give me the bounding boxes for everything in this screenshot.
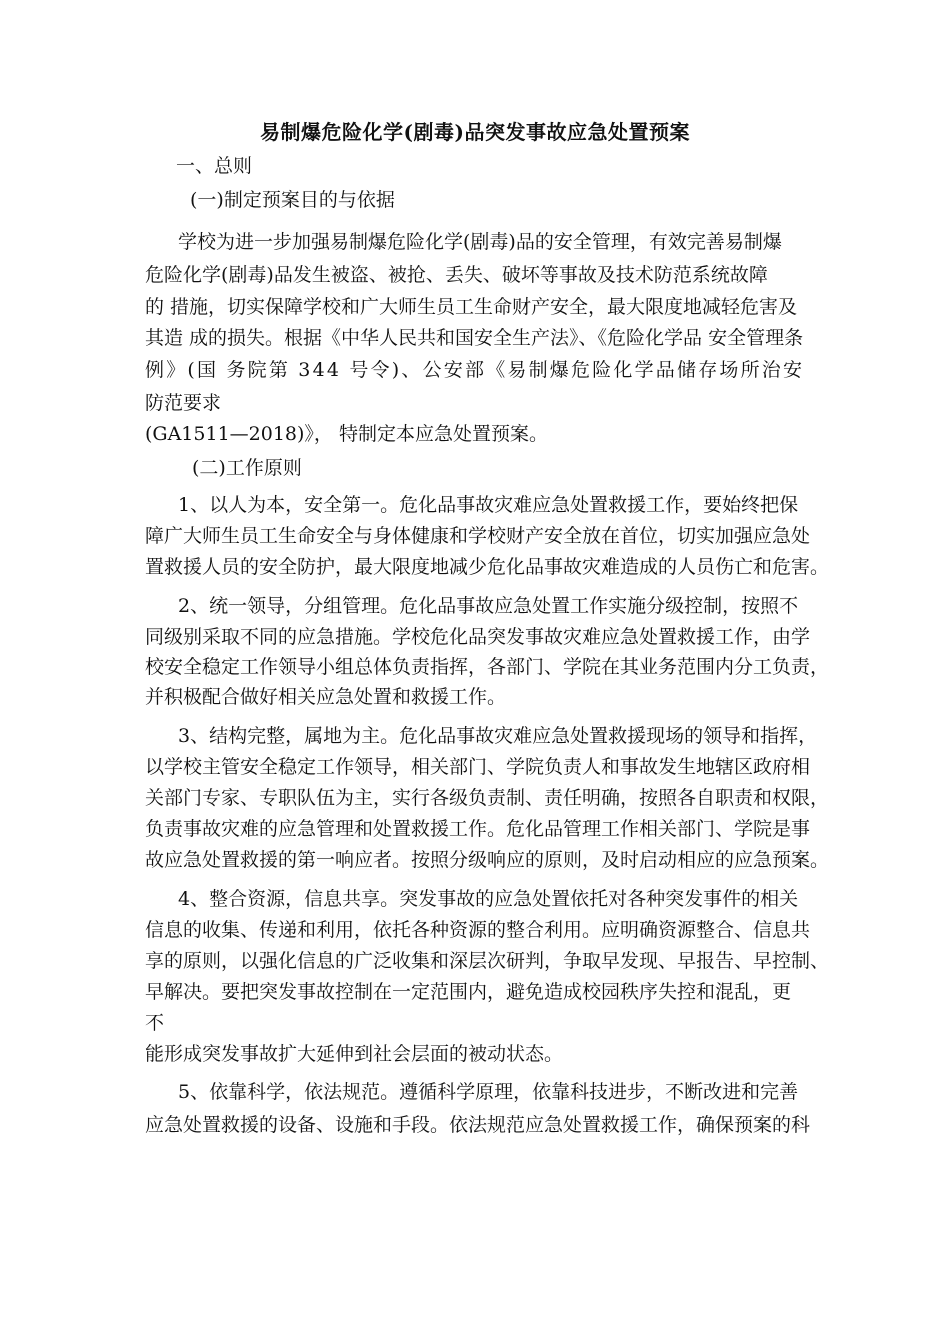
paragraph-line: 同级别采取不同的应急措施。学校危化品突发事故灾难应急处置救援工作，由学 [145,626,811,648]
paragraph-line: 信息的收集、传递和利用，依托各种资源的整合利用。应明确资源整合、信息共 [145,919,811,941]
paragraph-line: 防范要求 [145,392,222,414]
paragraph-line: 置救援人员的安全防护，最大限度地减少危化品事故灾难造成的人员伤亡和危害。 [145,556,830,578]
section-heading: 一、总则 [176,155,253,177]
paragraph-line: 以学校主管安全稳定工作领导，相关部门、学院负责人和事故发生地辖区政府相 [145,756,811,778]
subsection-heading: (二)工作原则 [192,457,302,479]
paragraph-line: 障广大师生员工生命安全与身体健康和学校财产安全放在首位，切实加强应急处 [145,525,811,547]
paragraph-line: 5、依靠科学，依法规范。遵循科学原理，依靠科技进步，不断改进和完善 [178,1081,799,1103]
paragraph-line: 并积极配合做好相关应急处置和救援工作。 [145,686,507,708]
document-title: 易制爆危险化学(剧毒)品突发事故应急处置预案 [260,120,690,144]
paragraph-line: 应急处置救援的设备、设施和手段。依法规范应急处置救援工作，确保预案的科 [145,1114,811,1136]
paragraph-line: 能形成突发事故扩大延伸到社会层面的被动状态。 [145,1043,564,1065]
paragraph-line: (GA1511—2018)》， 特制定本应急处置预案。 [145,423,548,445]
paragraph-line: 2、统一领导，分组管理。危化品事故应急处置工作实施分级控制，按照不 [178,595,799,617]
paragraph-line: 4、整合资源，信息共享。突发事故的应急处置依托对各种突发事件的相关 [178,888,799,910]
paragraph-line: 例》(国 务院第 344 号令)、公安部《易制爆危险化学品储存场所治安 [145,359,805,381]
paragraph-line: 享的原则，以强化信息的广泛收集和深层次研判，争取早发现、早报告、早控制、 [145,950,830,972]
paragraph-line: 1、以人为本，安全第一。危化品事故灾难应急处置救援工作，要始终把保 [178,494,799,516]
paragraph-line: 负责事故灾难的应急管理和处置救援工作。危化品管理工作相关部门、学院是事 [145,818,811,840]
paragraph-line: 关部门专家、专职队伍为主，实行各级负责制、责任明确，按照各自职责和权限， [145,787,830,809]
paragraph-line: 学校为进一步加强易制爆危险化学(剧毒)品的安全管理，有效完善易制爆 [178,231,782,253]
paragraph-line: 校安全稳定工作领导小组总体负责指挥，各部门、学院在其业务范围内分工负责， [145,656,830,678]
paragraph-line: 故应急处置救援的第一响应者。按照分级响应的原则，及时启动相应的应急预案。 [145,849,830,871]
paragraph-line: 危险化学(剧毒)品发生被盗、被抢、丢失、破坏等事故及技术防范系统故障 [145,264,768,286]
paragraph-line: 其造 成的损失。根据《中华人民共和国安全生产法》、《危险化学品 安全管理条 [145,327,804,349]
subsection-heading: (一)制定预案目的与依据 [190,189,395,211]
paragraph-line: 不 [145,1012,165,1034]
paragraph-line: 3、结构完整，属地为主。危化品事故灾难应急处置救援现场的领导和指挥， [178,725,818,747]
paragraph-line: 的 措施，切实保障学校和广大师生员工生命财产安全，最大限度地减轻危害及 [145,296,798,318]
paragraph-line: 早解决。要把突发事故控制在一定范围内，避免造成校园秩序失控和混乱，更 [145,981,792,1003]
